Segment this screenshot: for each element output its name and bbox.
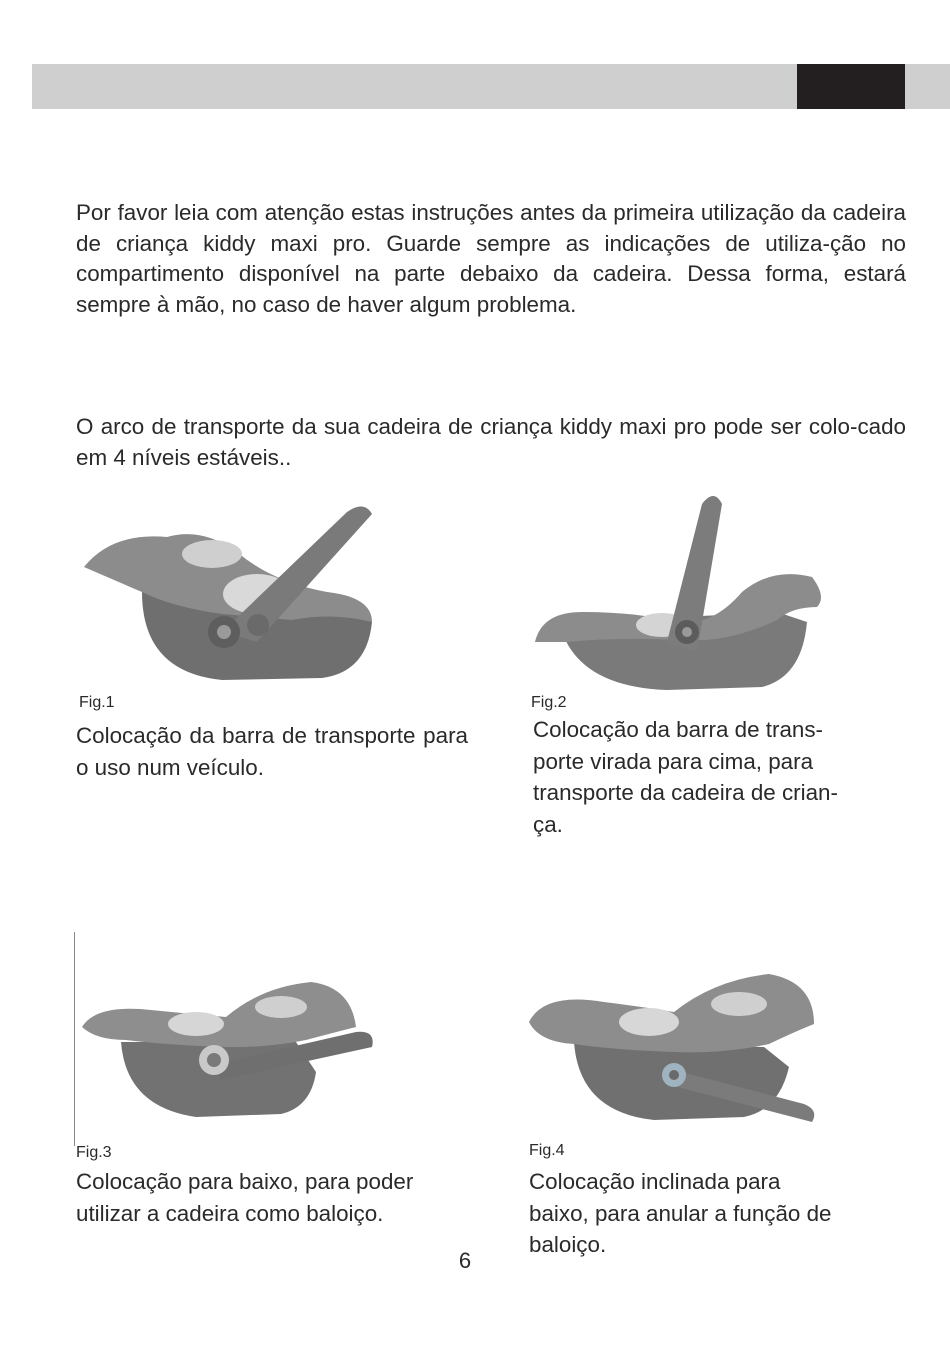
- figure-1-image: [72, 482, 384, 694]
- figure-3-image: [76, 932, 376, 1144]
- figure-4-caption-line: baixo, para anular a função de: [529, 1200, 832, 1226]
- figure-4-caption-line: Colocação inclinada para: [529, 1169, 781, 1194]
- figure-3-label: Fig.3: [76, 1144, 112, 1161]
- header-dark-block: [797, 64, 905, 109]
- figure-4-caption-line: baloiço.: [529, 1232, 607, 1257]
- figure-1-label: Fig.1: [79, 694, 115, 711]
- figure-4-caption: [529, 1166, 899, 1261]
- intro-paragraph: Por favor leia com atenção estas instruções antes da primeira utilização da cadeira de criança kiddy maxi pro. Guarde sempre as indicações de utiliza-ção no compartimento disponível na parte debaixo da cadeira. Dessa forma, estará sempre à mão, no caso de haver algum problema.: [76, 200, 906, 317]
- figure-3-caption-line: utilizar a cadeira como baloiço.: [76, 1200, 384, 1226]
- page-number: 6: [458, 1248, 472, 1273]
- figure-3-caption: [76, 1166, 466, 1229]
- figure-4-image: [524, 952, 824, 1132]
- figure-3-caption-line: Colocação para baixo, para poder: [76, 1169, 414, 1194]
- figure-2-caption-line: ça.: [533, 811, 563, 837]
- figure-2-caption-line: porte virada para cima, para: [533, 748, 814, 774]
- figure-2-caption-line: transporte da cadeira de crian-: [533, 780, 838, 805]
- figure-2-label: Fig.2: [531, 694, 567, 711]
- figure-2-image: [527, 482, 827, 694]
- figure-2-caption: [533, 714, 893, 840]
- carry-handle-paragraph: O arco de transporte da sua cadeira de criança kiddy maxi pro pode ser colo-cado em 4 níveis estáveis..: [76, 414, 906, 470]
- figure-4-label: Fig.4: [529, 1142, 565, 1159]
- figure-3-border-line: [74, 932, 75, 1146]
- figure-1-caption: Colocação da barra de transporte para o uso num veículo.: [76, 723, 468, 780]
- figure-2-caption-line: Colocação da barra de trans-: [533, 717, 823, 742]
